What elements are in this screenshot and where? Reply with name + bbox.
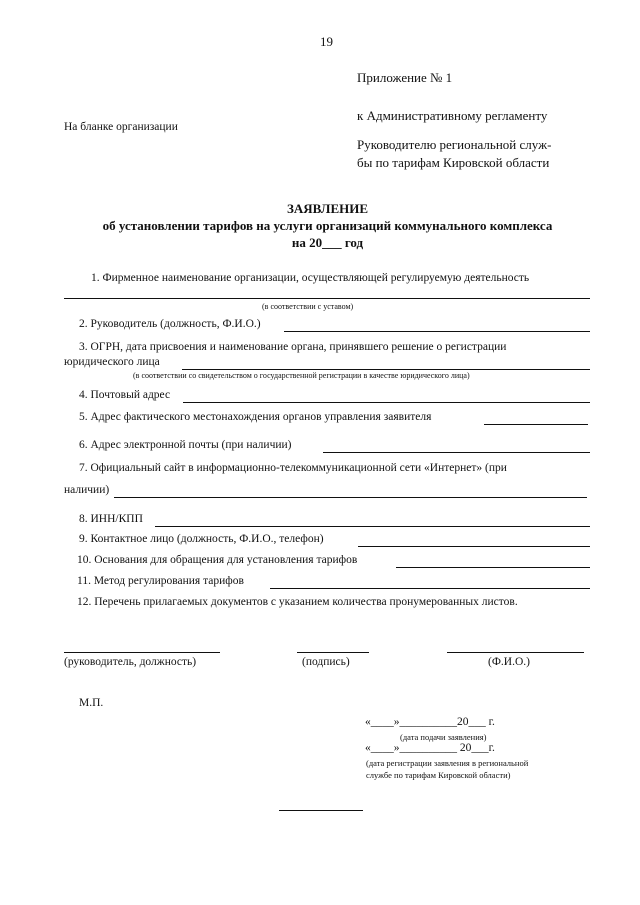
blank-note: На бланке организации — [64, 121, 178, 133]
field-10-line[interactable] — [396, 567, 590, 568]
field-11-label: 11. Метод регулирования тарифов — [77, 575, 244, 587]
signature-name-label: (Ф.И.О.) — [488, 656, 530, 668]
document-title: ЗАЯВЛЕНИЕ — [286, 201, 369, 216]
stamp-label: М.П. — [79, 697, 104, 709]
field-1-label: 1. Фирменное наименование организации, осуществляющей регулируемую деятельность — [91, 272, 530, 284]
field-3-label-line-1: 3. ОГРН, дата присвоения и наименование органа, принявшего решение о регистрации — [79, 341, 507, 353]
field-1-note: (в соответствии с уставом) — [262, 302, 354, 311]
field-2-label: 2. Руководитель (должность, Ф.И.О.) — [79, 318, 261, 330]
appendix-label: Приложение № 1 — [357, 70, 453, 85]
field-4-line[interactable] — [183, 402, 590, 403]
recipient-line-2: бы по тарифам Кировской области — [357, 155, 550, 170]
submit-date-field[interactable]: «____»__________20___ г. — [365, 716, 495, 728]
signature-sign-label: (подпись) — [302, 656, 350, 668]
field-9-line[interactable] — [358, 546, 590, 547]
registration-date-field[interactable]: «____»__________ 20___г. — [365, 742, 495, 754]
field-5-line[interactable] — [484, 424, 588, 425]
recipient-line-1: Руководителю региональной служ- — [357, 137, 552, 152]
field-8-label: 8. ИНН/КПП — [79, 513, 143, 525]
page-number: 19 — [320, 34, 333, 49]
field-3-line[interactable] — [182, 369, 590, 370]
regulation-label: к Административному регламенту — [357, 108, 548, 123]
bottom-divider — [279, 810, 363, 811]
registration-date-note-1: (дата регистрации заявления в региональной — [366, 758, 529, 768]
document-year: на 20___ год — [291, 235, 364, 250]
field-1-line[interactable] — [64, 298, 590, 299]
field-9-label: 9. Контактное лицо (должность, Ф.И.О., телефон) — [79, 533, 324, 545]
field-2-line[interactable] — [284, 331, 590, 332]
field-7-label-line-1: 7. Официальный сайт в информационно-телекоммуникационной сети «Интернет» (при — [79, 462, 507, 474]
field-6-label: 6. Адрес электронной почты (при наличии) — [79, 439, 292, 451]
signature-head-label: (руководитель, должность) — [64, 656, 197, 668]
field-5-label: 5. Адрес фактического местонахождения органов управления заявителя — [79, 411, 432, 423]
field-7-line[interactable] — [114, 497, 587, 498]
signature-sign-line[interactable] — [297, 652, 369, 653]
signature-name-line[interactable] — [447, 652, 584, 653]
field-6-line[interactable] — [323, 452, 590, 453]
document-subtitle: об установлении тарифов на услуги организаций коммунального комплекса — [102, 218, 553, 233]
field-3-note: (в соответствии со свидетельством о государственной регистрации в качестве юридического лица) — [133, 371, 470, 380]
field-8-line[interactable] — [155, 526, 590, 527]
field-12-label: 12. Перечень прилагаемых документов с указанием количества пронумерованных листов. — [77, 596, 518, 608]
field-4-label: 4. Почтовый адрес — [79, 389, 171, 401]
field-7-label-line-2: наличии) — [64, 484, 110, 496]
submit-date-note: (дата подачи заявления) — [400, 732, 487, 742]
field-3-label-line-2: юридического лица — [64, 356, 160, 368]
field-10-label: 10. Основания для обращения для установления тарифов — [77, 554, 358, 566]
signature-head-line[interactable] — [64, 652, 220, 653]
registration-date-note-2: службе по тарифам Кировской области) — [366, 770, 511, 780]
field-11-line[interactable] — [270, 588, 590, 589]
